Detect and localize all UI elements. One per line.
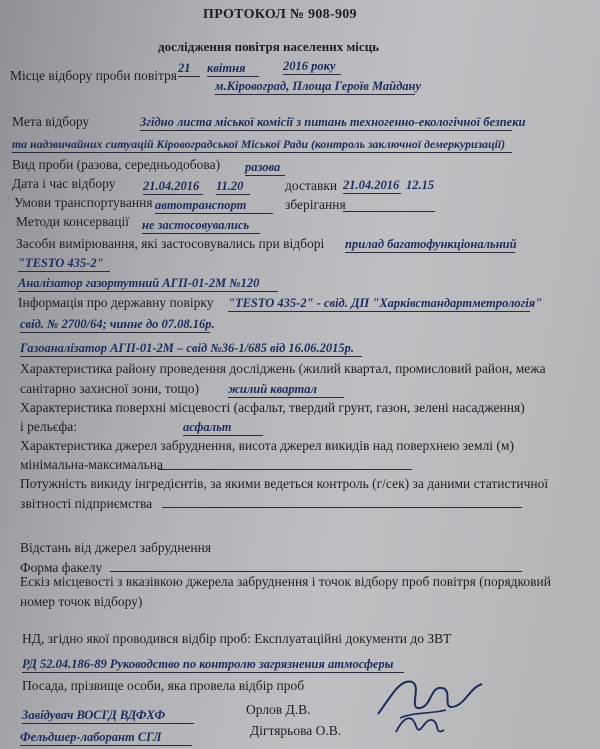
storage-blank-line (343, 211, 435, 212)
sampling-date: 21.04.2016 (143, 178, 203, 195)
verification-value-3: Газоаналізатор АГП-01-2М – свід №36-1/685 від 16.06.2015р. (20, 340, 362, 357)
area-label-2: санітарно захисної зони, тощо) (20, 381, 199, 396)
sampling-day: 21 (178, 60, 200, 77)
sampling-time: 11.20 (216, 178, 250, 195)
sources-label-1: Характеристика джерел забруднення, висота джерел викидів над поверхнею землі (м) (20, 438, 514, 453)
sources-blank-line (158, 469, 412, 470)
personnel-label: Посада, прізвище особи, яка провела відбір проб (22, 678, 305, 693)
sampling-month: квітня (207, 60, 259, 77)
sampling-place-label: Місце відбору проби повітря (10, 68, 177, 83)
surface-value: асфальт (183, 419, 263, 436)
personnel-position-2: Фельдшер-лаборант СГЛ (20, 729, 192, 746)
instruments-value-3: Аналізатор газортутний АГП-01-2М №120 (18, 275, 278, 292)
personnel-name-1: Орлов Д.В. (246, 702, 311, 717)
transport-label: Умови транспортування (14, 195, 153, 210)
sketch-label-2: номер точок відбору) (20, 594, 143, 609)
purpose-line-2: та надзвичайних ситуацій Кіровоградської Міської Ради (контроль заключної демеркуризації) (12, 136, 512, 153)
sampling-year: 2016 року (283, 58, 341, 75)
purpose-line-1: Згідно листа міської комісії з питань техногенно-екологічної безпеки (140, 115, 526, 129)
transport-value: автотранспорт (155, 197, 273, 214)
personnel-name-2: Дігтярьова О.В. (250, 723, 342, 738)
storage-label: зберігання (285, 197, 346, 212)
conservation-label: Методи консервації (16, 214, 130, 229)
instruments-label: Засоби вимірювання, які застосовувались при відборі (16, 236, 325, 251)
sketch-label-1: Ескіз місцевості з вказівкою джерела забруднення і точок відбору проб повітря (порядковий (20, 574, 551, 589)
delivery-label: доставки (285, 178, 338, 193)
sample-type-label: Вид проби (разова, середньодобова) (12, 157, 221, 172)
normative-value: РД 52.04.186-89 Руководство по контролю загрязнения атмосферы (22, 656, 404, 673)
plume-label: Форма факелу (20, 560, 103, 575)
datetime-label: Дата і час відбору (12, 176, 116, 191)
distance-label: Відстань від джерел забруднення (20, 540, 212, 555)
relief-label: і рельєфа: (20, 419, 78, 434)
emission-blank-line (162, 507, 522, 508)
area-value: жилий квартал (228, 381, 344, 398)
normative-label: НД, згідно якої проводився відбір проб: Експлуатаційні документи до ЗВТ (22, 631, 452, 646)
conservation-value: не застосовувались (142, 217, 260, 234)
purpose-label: Мета відбору (12, 114, 90, 129)
delivery-date: 21.04.2016 (343, 178, 400, 192)
area-label-1: Характеристика району проведення досліджень (жилий квартал, промисловий район, межа (20, 361, 546, 376)
delivery-time: 12.15 (406, 178, 435, 192)
personnel-position-1: Завідувач ВОСГД ВДФХФ (22, 707, 194, 724)
sources-label-2: мінімальна-максимальна (20, 457, 163, 472)
instruments-value-2: "TESTO 435-2" (18, 255, 110, 272)
emission-label-1: Потужність викиду інгредієнтів, за якими ведеться контроль (г/сек) за даними статистичної (20, 476, 549, 491)
instruments-value-1: прилад багатофункціональний (345, 237, 517, 251)
verification-label: Інформація про державну повірку (18, 295, 214, 310)
document-subtitle: дослідження повітря населених місць (158, 39, 380, 54)
sampling-address: м.Кіровоград, Площа Героїв Майдану (215, 79, 422, 93)
verification-value-1: "TESTO 435-2" - свід. ДП "Харківстандартметрологія" (228, 296, 543, 310)
emission-label-2: звітності підприємства (20, 496, 153, 511)
sample-type-value: разова (245, 159, 285, 176)
verification-value-2: свід. № 2700/64; чинне до 07.08.16р. (20, 317, 215, 331)
signature-2 (390, 708, 450, 744)
document-title: ПРОТОКОЛ № 908-909 (203, 7, 357, 22)
plume-blank-line (110, 571, 522, 572)
surface-label: Характеристика поверхні місцевості (асфальт, твердий грунт, газон, зелені насадження) (20, 400, 525, 415)
